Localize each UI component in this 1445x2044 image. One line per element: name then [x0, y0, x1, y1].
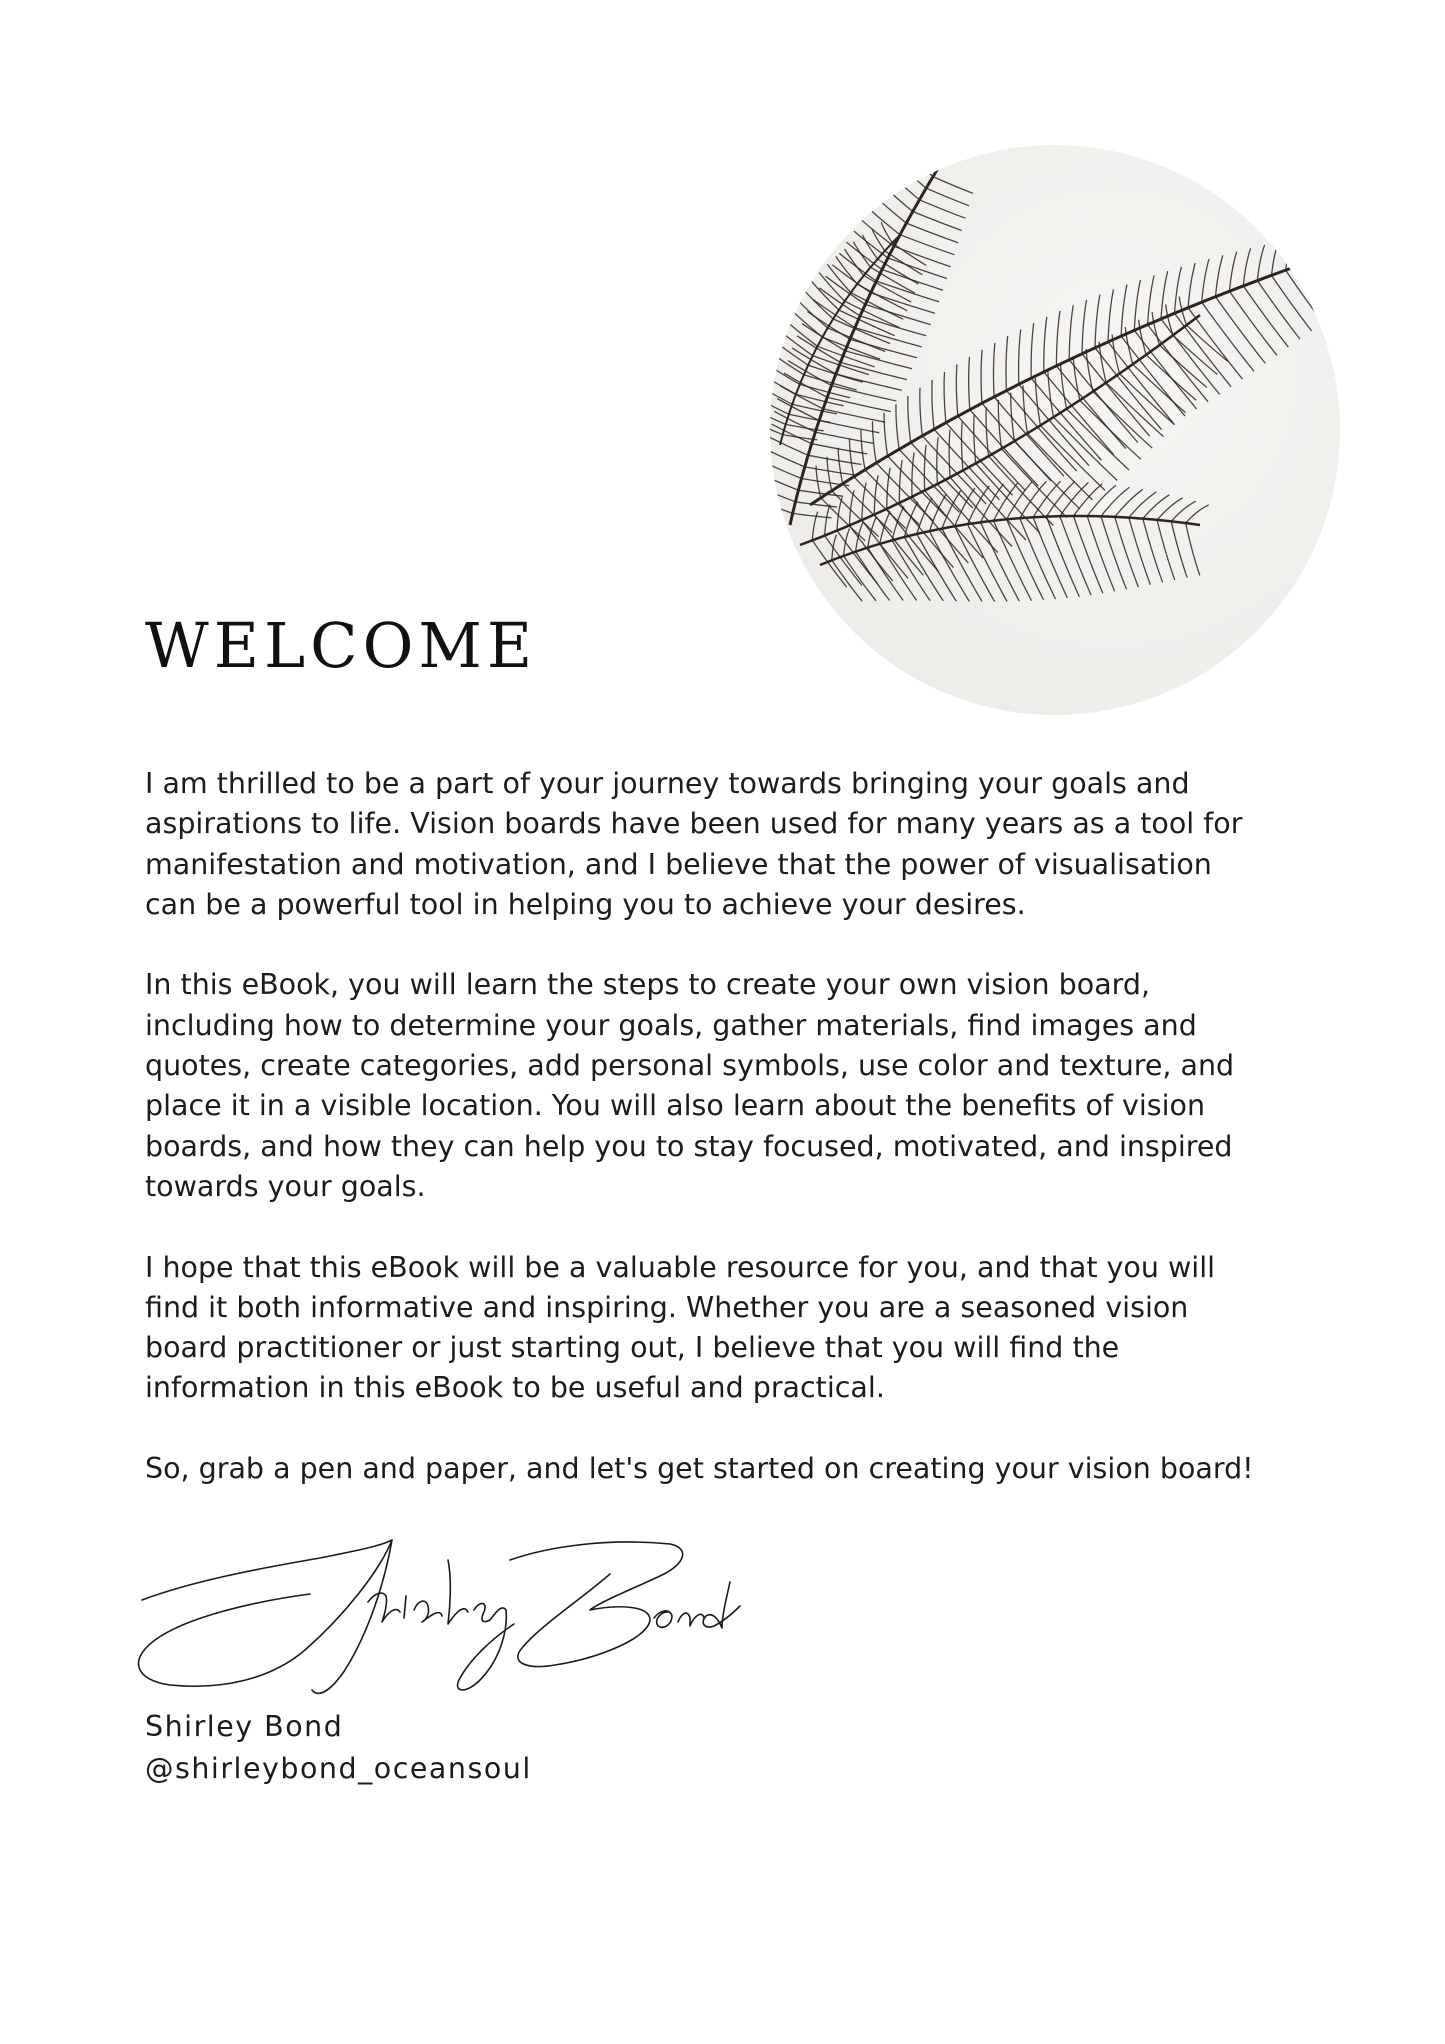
author-name: Shirley Bond	[145, 1710, 344, 1743]
paragraph-intro: I am thrilled to be a part of your journey towards bringing your goals and aspirations to life. Vision boards have been used for many years as a tool for manifestation and motivation, and I believe that the power of visualisation can be a powerful tool in helping you to achieve your desires.	[145, 767, 1243, 921]
paragraph-call-to-action: So, grab a pen and paper, and let's get started on creating your vision board!	[145, 1452, 1254, 1486]
paragraph-hope: I hope that this eBook will be a valuable resource for you, and that you will find it both informative and inspiring. Whether you are a seasoned vision board practitioner or just starting out, I believe that you will find the information in this eBook to be useful and practical.	[145, 1250, 1216, 1405]
handwritten-signature	[130, 1520, 750, 1700]
page-title: WELCOME	[145, 609, 538, 682]
author-handle: @shirleybond_oceansoul	[145, 1752, 532, 1785]
signature-icon	[130, 1520, 750, 1700]
palm-leaf-icon	[770, 145, 1340, 715]
paragraph-ebook-contents: In this eBook, you will learn the steps to create your own vision board, including how to determine your goals, gather materials, find images and quotes, create categories, add personal symbols, use color and texture, and place it in a visible location. You will also learn about the benefits of vision boards, and how they can help you to stay focused, motivated, and inspired towards your goals.	[145, 968, 1235, 1203]
palm-frond-left	[770, 222, 926, 445]
palm-leaf-photo	[770, 145, 1340, 715]
palm-frond-upper	[770, 157, 973, 525]
welcome-body	[145, 764, 1335, 1530]
author-credit	[145, 1706, 532, 1790]
